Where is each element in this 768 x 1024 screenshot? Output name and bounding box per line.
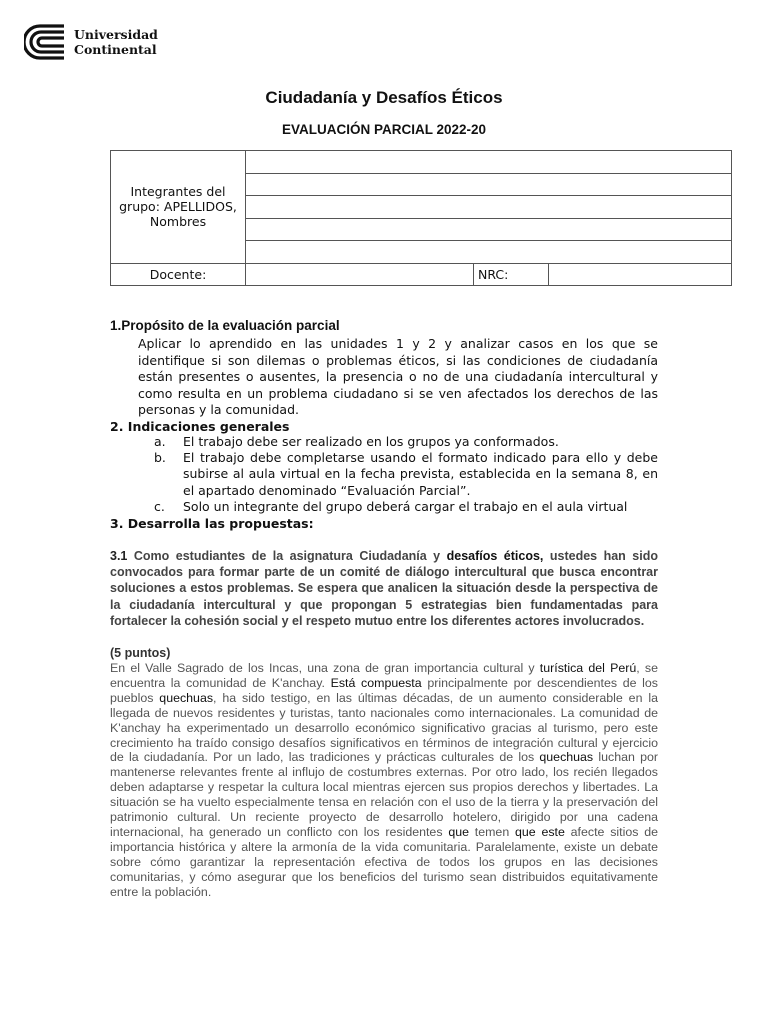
case-text-segment: , ha sido testigo, en las últimas décadas, de un aumento considerable en la llegada de nuevos residentes y turistas, tanto nacionales como internacionales. La comunidad de K'anchay ha experimentado un desarrollo económico significativo gracias al turismo, pero este crecimiento ha traído consigo desafíos significativos en términos de integración cultural y ejercicio de la ciudadanía. Por un lado, las tradiciones y prácticas culturales de los [110, 690, 658, 765]
case-text-segment: turística del [539, 661, 605, 675]
document-title: Ciudadanía y Desafíos Éticos [265, 88, 503, 107]
case-text-segment: que [448, 824, 469, 839]
list-item [138, 434, 658, 450]
case-text-segment: que [515, 824, 536, 839]
question-3-1 [110, 548, 658, 629]
logo-line-1: Universidad [74, 27, 158, 42]
member-row-4[interactable] [246, 218, 732, 241]
case-text-segment: principalmente por descendientes de los pueblos [110, 675, 658, 705]
list-marker: a. [154, 434, 166, 449]
question-number: 3.1 [110, 549, 128, 563]
case-text [110, 661, 658, 900]
list-text: Solo un integrante del grupo deberá cargar el trabajo en el aula virtual [183, 498, 628, 514]
document-subtitle: EVALUACIÓN PARCIAL 2022-20 [281, 122, 487, 137]
case-text-segment: quechuas [159, 690, 214, 705]
instructions-list [138, 434, 658, 515]
teacher-label: Docente: [111, 263, 246, 286]
question-text-2: desafíos éticos, [446, 549, 544, 563]
section1-heading: 1.Propósito de la evaluación parcial [110, 318, 340, 333]
case-text-segment: quechuas [539, 750, 594, 765]
member-row-2[interactable] [246, 173, 732, 196]
case-text-segment: Perú [610, 661, 637, 675]
list-text: El trabajo debe completarse usando el formato indicado para ello y debe subirse al aula virtual en la fecha prevista, establecida en la semana 8, en el apartado denominado “Evaluación Parcial”. [183, 450, 658, 498]
question-points: (5 puntos) [110, 646, 171, 660]
list-marker: c. [154, 498, 165, 514]
section2-heading: 2. Indicaciones generales [110, 419, 290, 434]
list-item [138, 450, 658, 499]
logo-line-2: Continental [74, 42, 157, 57]
group-info-table [110, 150, 732, 286]
university-logo [24, 22, 158, 62]
member-row-5[interactable] [246, 241, 732, 264]
university-name [74, 27, 158, 57]
case-text-segment: luchan por mantenerse relevantes frente al influjo de costumbres externas. Por otro lado, los recién llegados deben adaptarse y respetar la cultura local mientras ejercen sus propios derechos y libertades. La situación se ha vuelto especialmente tensa en relación con el uso de la tierra y la preservación del patrimonio cultural. Un reciente proyecto de desarrollo hotelero, dirigido por una cadena internacional, ha generado un conflicto con los residentes [110, 750, 658, 839]
teacher-field[interactable] [246, 263, 474, 286]
nrc-field[interactable] [549, 263, 732, 286]
list-text: El trabajo debe ser realizado en los grupos ya conformados. [183, 434, 559, 449]
question-text-1: Como estudiantes de la asignatura Ciudadanía y [127, 549, 447, 563]
member-row-3[interactable] [246, 196, 732, 219]
section3-heading: 3. Desarrolla las propuestas: [110, 516, 314, 531]
list-item [138, 499, 658, 515]
members-label: Integrantes del grupo: APELLIDOS, Nombres [111, 151, 246, 264]
case-text-segment: temen [469, 824, 515, 839]
case-text-segment: En el Valle Sagrado de los Incas, una zona de gran importancia cultural y [110, 661, 540, 675]
university-logo-icon [24, 22, 68, 62]
nrc-label: NRC: [474, 263, 549, 286]
case-text-segment: este [541, 824, 565, 839]
case-text-segment: , se encuentra la comunidad de K'anchay. [110, 661, 658, 690]
question-text-3: ustedes han sido convocados para formar parte de un comité de diálogo intercultural que busca encontrar soluciones a estos problemas. Se espera que analicen la situación desde la perspectiva de la ciudadanía intercultural y que propongan 5 estrategias bien fundamentadas para fortalecer la cohesión social y el respeto mutuo entre los diferentes actores involucrados. [110, 549, 658, 628]
section1-body: Aplicar lo aprendido en las unidades 1 y 2 y analizar casos en los que se identifique si son dilemas o problemas éticos, si las condiciones de ciudadanía están presentes o ausentes, la presencia o no de una ciudadanía intercultural y como resulta en un problema ciudadano si se ven afectados los derechos de las personas y la comunidad. [138, 336, 658, 417]
member-row-1[interactable] [246, 151, 732, 174]
case-text-segment: afecte sitios de importancia histórica y altere la armonía de la vida comunitaria. Paralelamente, existe un debate sobre cómo garantizar la representación efectiva de todos los grupos en las decisiones comunitarias, y cómo asegurar que los beneficios del turismo sean distribuidos equitativamente entre la población. [110, 824, 658, 899]
case-text-segment: Está compuesta [330, 675, 422, 690]
list-marker: b. [154, 450, 166, 466]
